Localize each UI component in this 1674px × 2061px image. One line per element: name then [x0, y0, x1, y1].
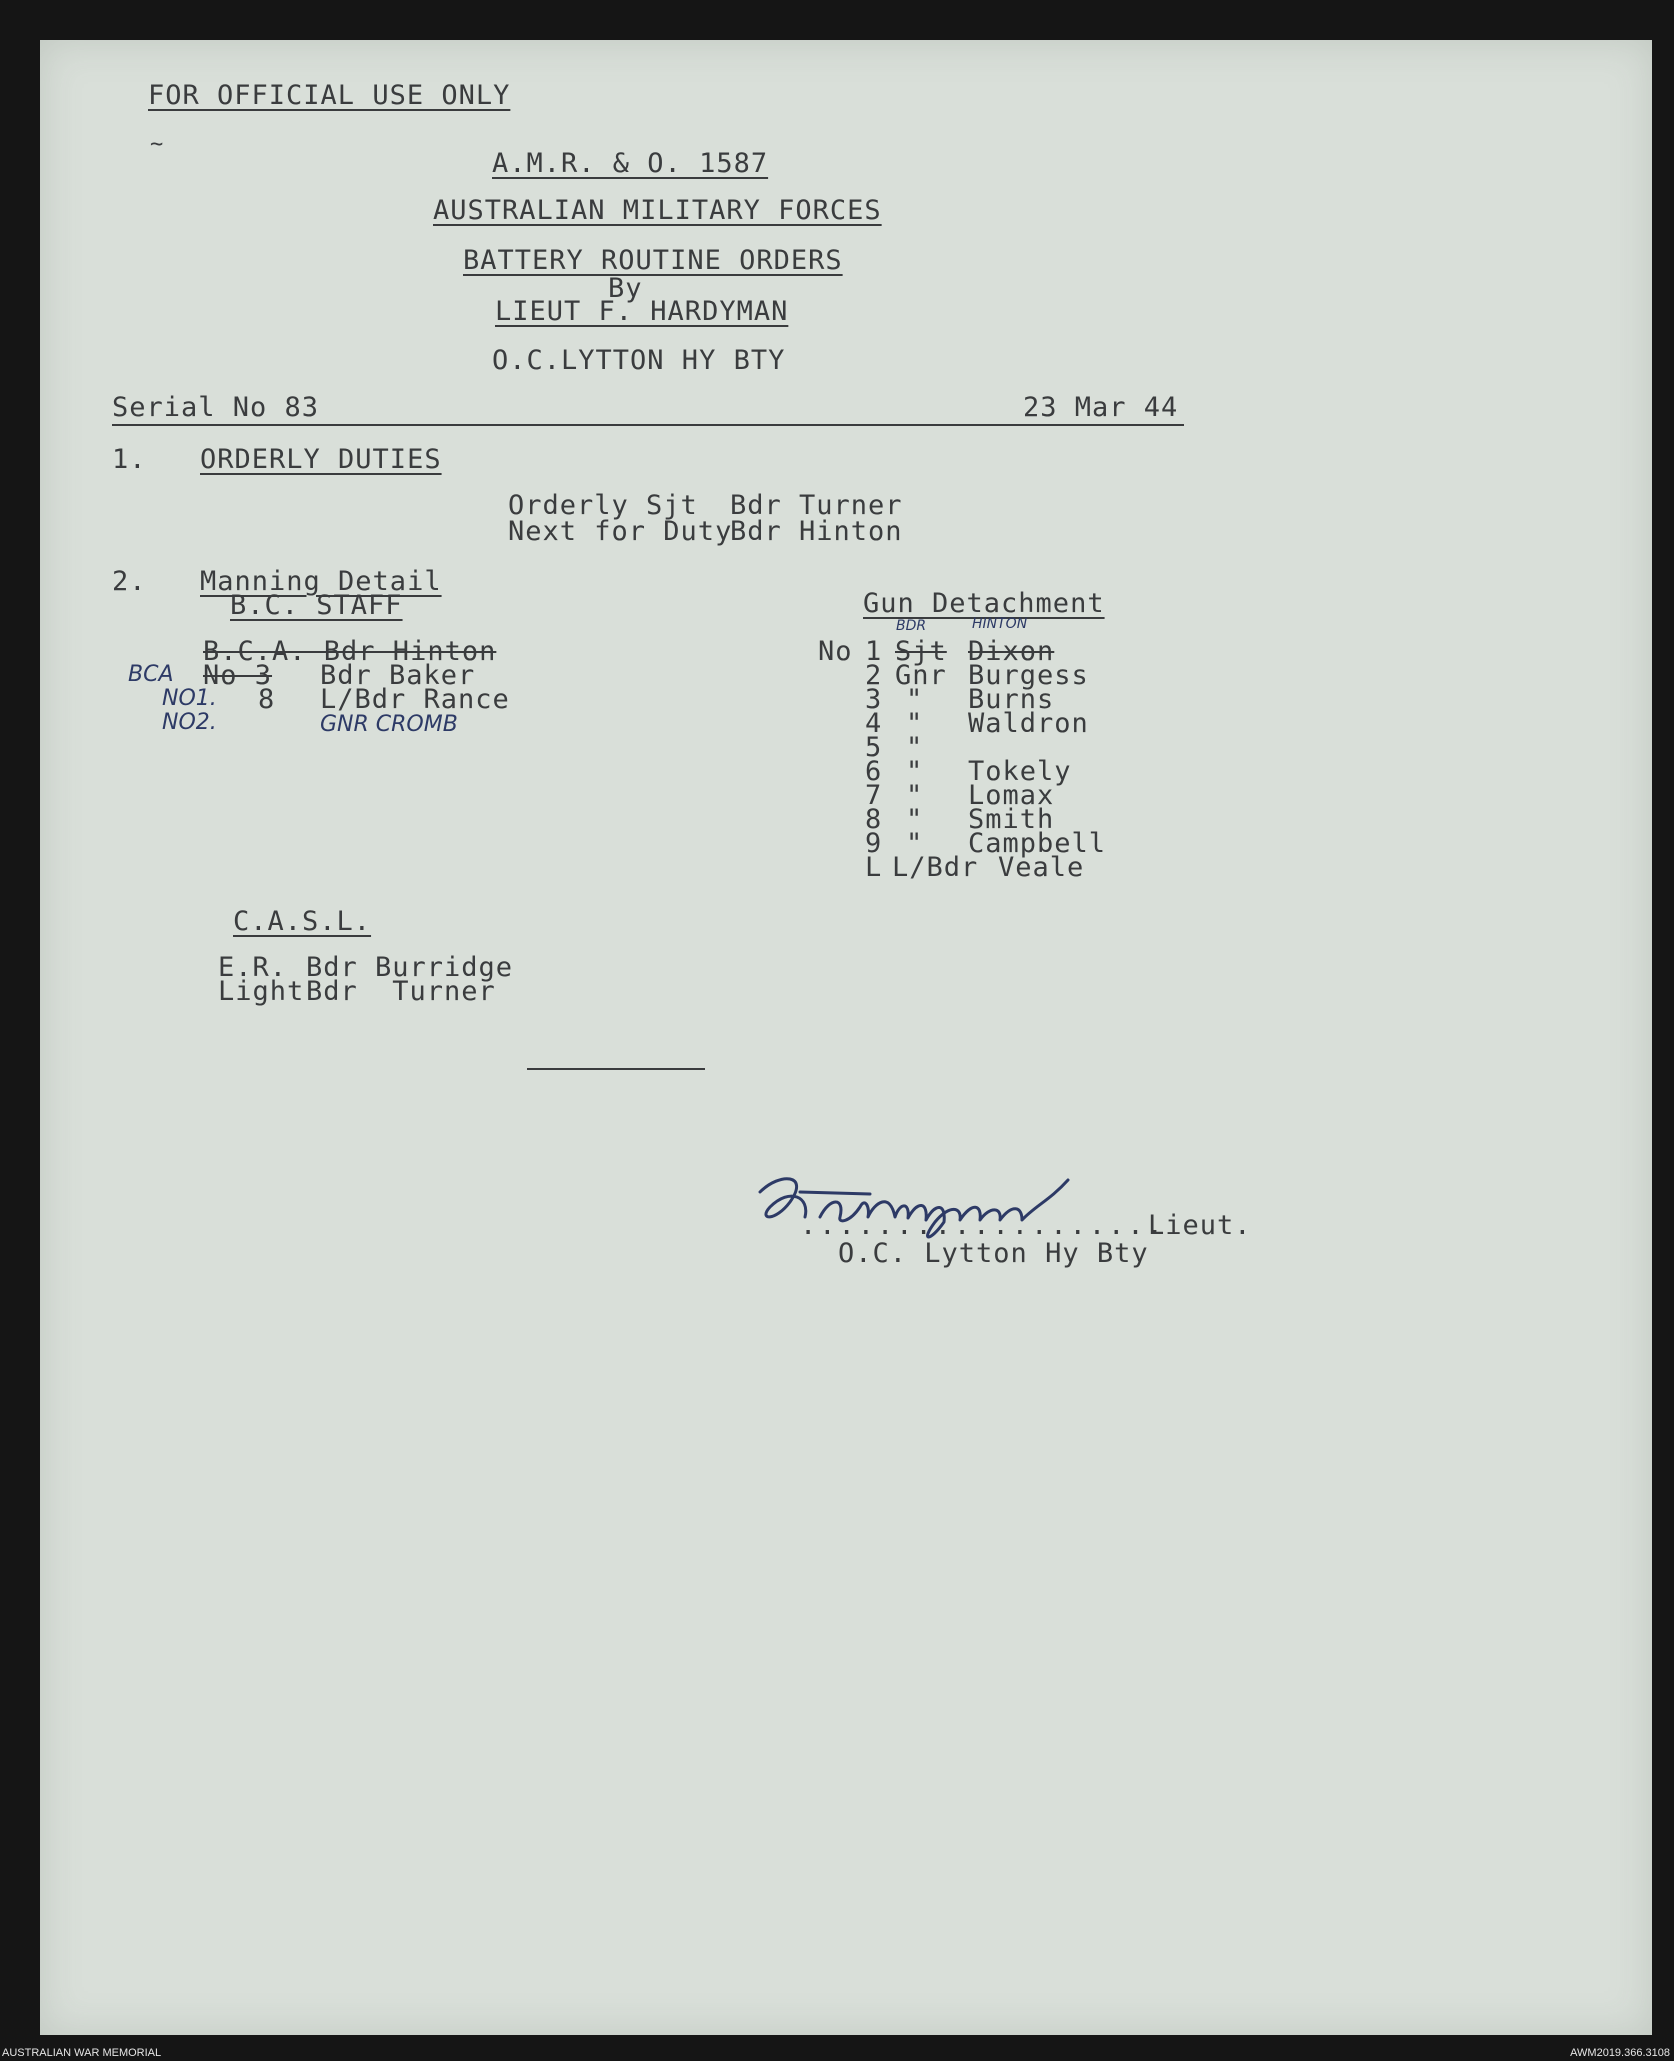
serial-rule [112, 424, 1184, 426]
pencil-mark: ~ [150, 132, 165, 157]
section-2-number: 2. [112, 566, 147, 597]
section-2-heading: Manning Detail [200, 566, 442, 597]
gun-row-num: 1 [865, 636, 883, 667]
gun-row-num: 6 [865, 756, 883, 787]
gun-row-num: 5 [865, 732, 883, 763]
casl-name: Bdr Burridge [306, 952, 514, 983]
next-duty-role: Next for Duty [508, 516, 733, 547]
handwritten-gnr-cromb: GNR CROMB [320, 712, 458, 737]
handwritten-no1: NO1. [162, 686, 217, 711]
serial-date: 23 Mar 44 [1023, 392, 1179, 423]
orders-title: BATTERY ROUTINE ORDERS [463, 245, 843, 276]
gun-row-rank: Gnr [895, 660, 947, 691]
org-heading: AUSTRALIAN MILITARY FORCES [433, 195, 882, 226]
gun-row-name: Waldron [968, 708, 1089, 739]
gun-row-rank: " [906, 684, 924, 715]
gun-row-rank: " [906, 780, 924, 811]
bc-staff-struck-line: B.C.A. Bdr Hinton [203, 636, 497, 667]
casl-heading: C.A.S.L. [233, 906, 372, 937]
serial-number: Serial No 83 [112, 392, 320, 423]
signature-rank: Lieut. [1148, 1210, 1252, 1241]
officer-name: LIEUT F. HARDYMAN [495, 296, 789, 327]
casl-role: E.R. [218, 952, 288, 983]
gun-no-label: No [818, 636, 853, 667]
gun-row-name: Smith [968, 804, 1055, 835]
gun-row-rank: " [906, 756, 924, 787]
section-1-heading: ORDERLY DUTIES [200, 444, 442, 475]
by-label: By [608, 273, 643, 304]
signature-title: O.C. Lytton Hy Bty [838, 1238, 1149, 1269]
bc-staff-baker: Bdr Baker [320, 660, 476, 691]
unit-name: O.C.LYTTON HY BTY [492, 345, 786, 376]
gun-row-rank: " [906, 732, 924, 763]
closing-rule [527, 1068, 705, 1070]
footer-accession: AWM2019.366.3108 [1570, 2047, 1670, 2059]
gun-row-num: 9 [865, 828, 883, 859]
handwritten-no2: NO2. [162, 710, 217, 735]
orderly-role: Orderly Sjt [508, 490, 698, 521]
handwritten-bca: BCA [128, 662, 174, 687]
document-page [40, 40, 1652, 2035]
gun-row-rank: " [906, 828, 924, 859]
gun-row-name: Veale [998, 852, 1085, 883]
signature-dots: ................... [800, 1210, 1166, 1241]
orderly-name: Bdr Turner [730, 490, 903, 521]
bc-staff-heading: B.C. STAFF [230, 590, 403, 621]
reference-number: A.M.R. & O. 1587 [492, 148, 769, 179]
gun-row-rank: Sjt [895, 636, 947, 667]
gun-row-name: Burgess [968, 660, 1089, 691]
footer-credit: AUSTRALIAN WAR MEMORIAL [2, 2047, 162, 2059]
gun-row-num: 3 [865, 684, 883, 715]
section-1-number: 1. [112, 444, 147, 475]
gun-row-name: Dixon [968, 636, 1055, 667]
gun-row-rank: " [906, 804, 924, 835]
gun-row-num: 4 [865, 708, 883, 739]
gun-row-num: L [865, 852, 883, 883]
gun-row-num: 2 [865, 660, 883, 691]
bc-staff-struck-number: No 3 [203, 660, 273, 691]
casl-name: Bdr Turner [306, 976, 496, 1007]
gun-row-name: Tokely [968, 756, 1072, 787]
gun-detachment-heading: Gun Detachment [863, 588, 1105, 619]
gun-row-rank: L/Bdr [892, 852, 979, 883]
gun-row-name: Campbell [968, 828, 1107, 859]
gun-row-name: Burns [968, 684, 1055, 715]
handwritten-hinton: HINTON [972, 616, 1028, 632]
next-duty-name: Bdr Hinton [730, 516, 903, 547]
restriction-label: FOR OFFICIAL USE ONLY [148, 80, 511, 111]
bc-staff-number-8: 8 [258, 684, 276, 715]
gun-row-num: 8 [865, 804, 883, 835]
gun-row-rank: " [906, 708, 924, 739]
handwritten-bdr: BDR [896, 618, 927, 634]
gun-row-name: Lomax [968, 780, 1055, 811]
casl-role: Light [218, 976, 305, 1007]
gun-row-num: 7 [865, 780, 883, 811]
bc-staff-rance: L/Bdr Rance [320, 684, 510, 715]
